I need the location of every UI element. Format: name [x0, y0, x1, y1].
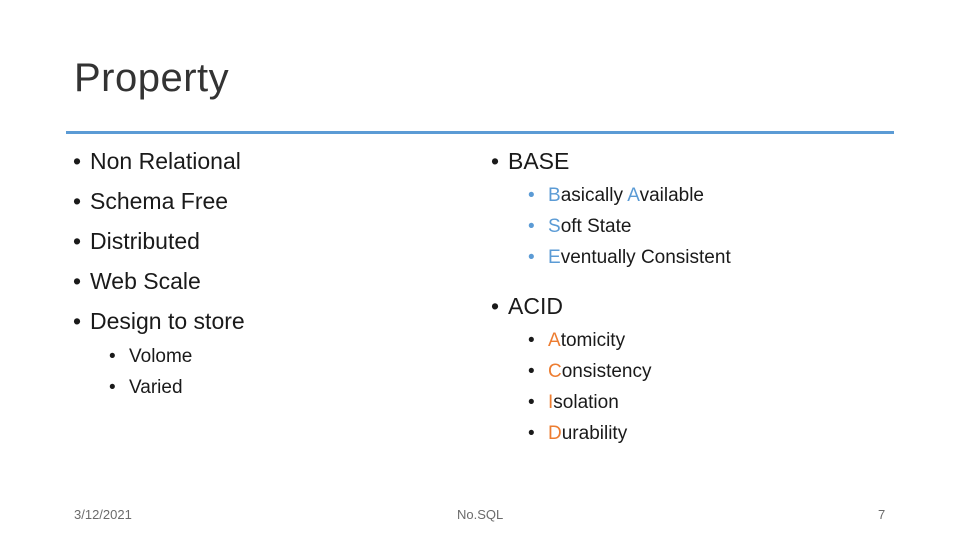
- acid-rest: tomicity: [560, 330, 626, 351]
- acid-item-text: [548, 418, 627, 449]
- footer-title: No.SQL: [457, 507, 504, 522]
- base-rest: ventually Consistent: [560, 247, 731, 268]
- acid-initial: I: [548, 392, 554, 413]
- acid-item: [528, 356, 652, 387]
- sub-bullet-item: [109, 341, 192, 372]
- acid-initial: A: [548, 330, 561, 351]
- acid-item-text: [548, 387, 619, 418]
- base-rest: asically: [560, 185, 628, 206]
- base-item: [528, 180, 731, 211]
- bullet-dot: •: [528, 361, 535, 382]
- left-bullet-list: [73, 141, 245, 341]
- acid-item: [528, 418, 652, 449]
- base-item: [528, 242, 731, 273]
- base-initial: B: [548, 185, 561, 206]
- bullet-text: Schema Free: [90, 188, 229, 214]
- base-heading-line: [491, 141, 569, 181]
- bullet-dot: •: [528, 185, 535, 206]
- bullet-dot: •: [73, 228, 82, 254]
- slide-number: 7: [878, 507, 886, 522]
- bullet-dot: •: [73, 188, 82, 214]
- acid-heading: [491, 286, 563, 326]
- bullet-dot: •: [491, 293, 500, 319]
- acid-rest: solation: [553, 392, 619, 413]
- bullet-dot: •: [528, 423, 535, 444]
- acid-initial: C: [548, 361, 562, 382]
- base-list: [528, 180, 731, 273]
- acid-heading-line: [491, 286, 563, 326]
- bullet-dot: •: [73, 148, 82, 174]
- base-heading: [491, 141, 569, 181]
- sub-bullet-item: [109, 372, 192, 403]
- base-initial: E: [548, 247, 561, 268]
- bullet-text: Design to store: [90, 308, 245, 334]
- bullet-dot: •: [73, 268, 82, 294]
- bullet-dot: •: [73, 308, 82, 334]
- footer-date: 3/12/2021: [74, 507, 132, 522]
- base-rest: oft State: [560, 216, 632, 237]
- base-item-text: [548, 211, 631, 242]
- bullet-item: [73, 261, 245, 301]
- base-heading-text: BASE: [508, 148, 570, 174]
- bullet-dot: •: [528, 247, 535, 268]
- acid-item: [528, 325, 652, 356]
- bullet-text: Non Relational: [90, 148, 241, 174]
- left-sub-list: [109, 341, 192, 403]
- base-initial-2: A: [627, 185, 640, 206]
- acid-list: [528, 325, 652, 449]
- base-item: [528, 211, 731, 242]
- acid-rest: onsistency: [561, 361, 652, 382]
- sub-bullet-text: Volome: [129, 346, 193, 367]
- bullet-dot: •: [109, 346, 116, 367]
- bullet-item: [73, 221, 245, 261]
- acid-heading-text: ACID: [508, 293, 563, 319]
- base-rest-2: vailable: [639, 185, 704, 206]
- acid-initial: D: [548, 423, 562, 444]
- bullet-item: [73, 141, 245, 181]
- base-initial: S: [548, 216, 561, 237]
- sub-bullet-text: Varied: [129, 377, 183, 398]
- bullet-dot: •: [109, 377, 116, 398]
- bullet-text: Web Scale: [90, 268, 201, 294]
- bullet-text: Distributed: [90, 228, 200, 254]
- bullet-dot: •: [491, 148, 500, 174]
- bullet-item: [73, 301, 245, 341]
- base-item-text: [548, 180, 704, 211]
- base-item-text: [548, 242, 731, 273]
- bullet-dot: •: [528, 392, 535, 413]
- acid-item-text: [548, 325, 625, 356]
- acid-item: [528, 387, 652, 418]
- bullet-dot: •: [528, 216, 535, 237]
- acid-rest: urability: [561, 423, 628, 444]
- bullet-dot: •: [528, 330, 535, 351]
- bullet-item: [73, 181, 245, 221]
- slide-title: Property: [74, 56, 230, 100]
- acid-item-text: [548, 356, 652, 387]
- title-divider: [66, 131, 894, 134]
